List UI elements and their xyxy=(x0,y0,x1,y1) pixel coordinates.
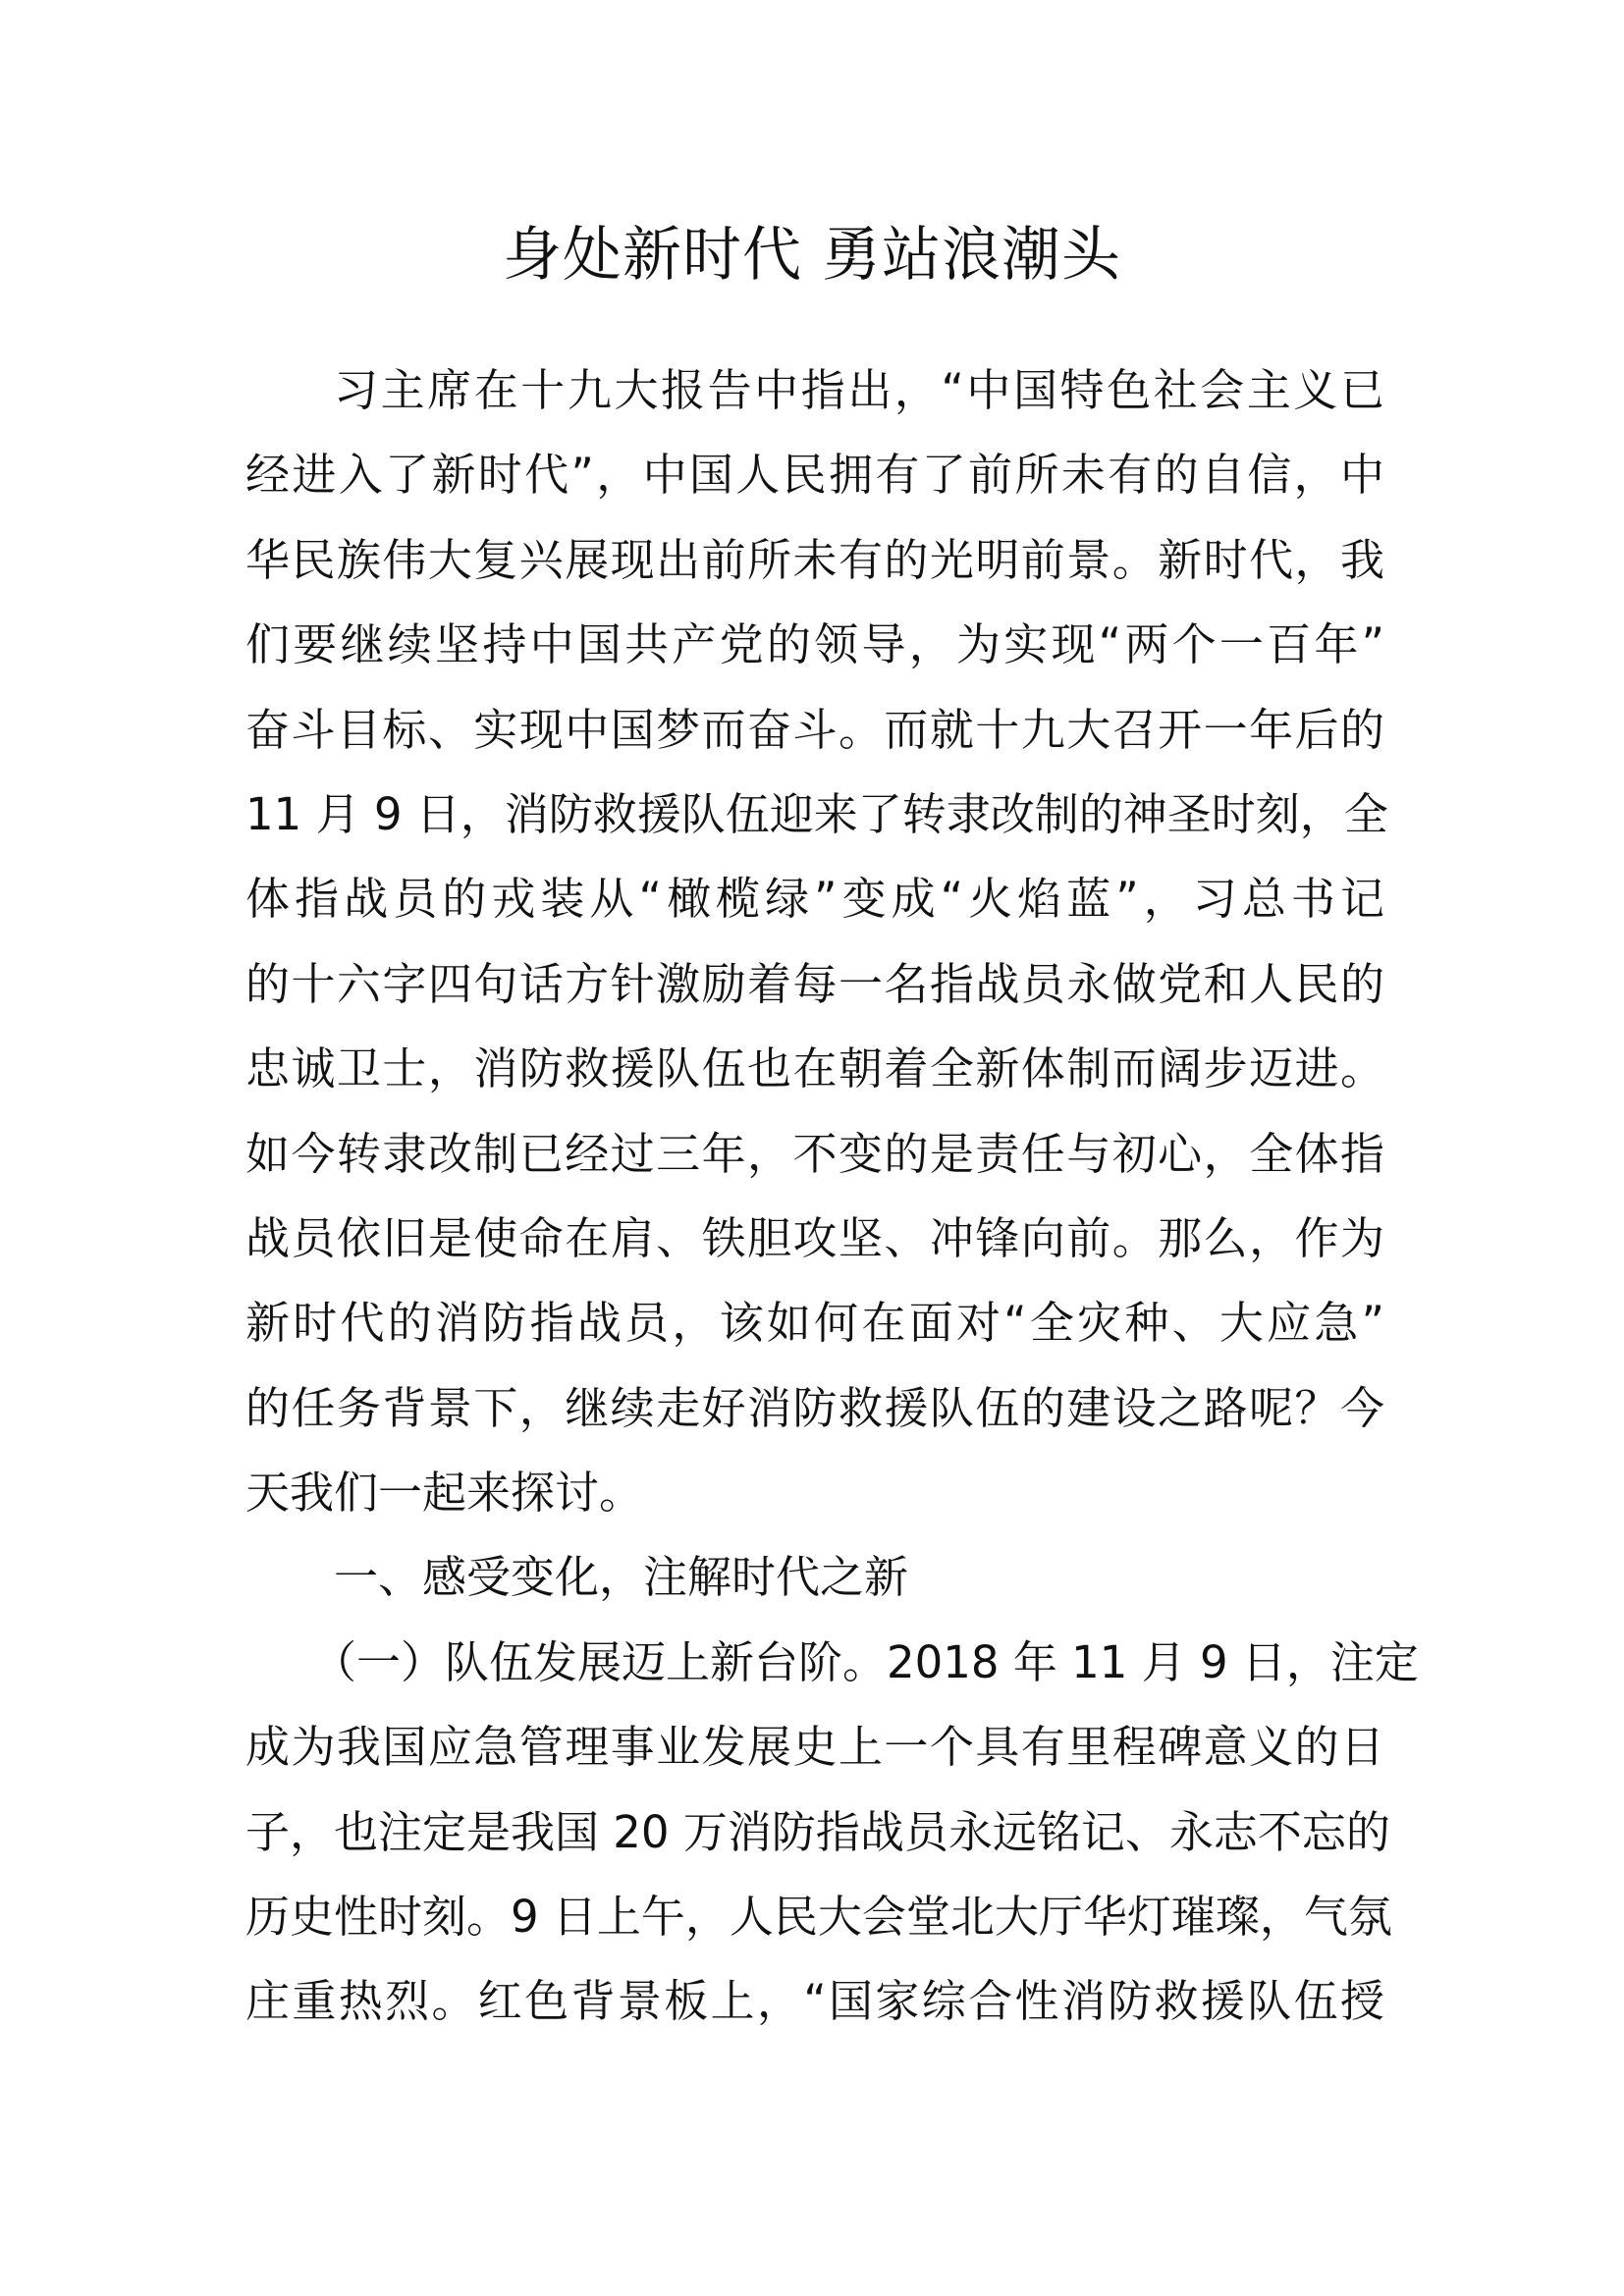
body-line: 奋斗目标、实现中国梦而奋斗。而就十九大召开一年后的 xyxy=(245,703,1384,756)
body-line: 经进入了新时代”，中国人民拥有了前所未有的自信，中 xyxy=(245,449,1384,502)
document-body xyxy=(245,348,1419,2045)
subsection-line: （一）队伍发展迈上新台阶。2018 年 11 月 9 日，注定 xyxy=(312,1635,1419,1688)
document-title: 身处新时代 勇站浪潮头 xyxy=(502,221,1122,290)
body-line: 习主席在十九大报告中指出，“中国特色社会主义已 xyxy=(334,364,1384,416)
body-line: 的十六字四句话方针激励着每一名指战员永做党和人民的 xyxy=(245,957,1384,1010)
body-line: 们要继续坚持中国共产党的领导，为实现“两个一百年” xyxy=(245,618,1384,671)
body-line: 历史性时刻。9 日上午，人民大会堂北大厅华灯璀璨，气氛 xyxy=(245,1891,1392,1944)
body-line: 如今转隶改制已经过三年，不变的是责任与初心，全体指 xyxy=(245,1127,1384,1180)
body-line: 的任务背景下，继续走好消防救援队伍的建设之路呢？今 xyxy=(245,1381,1384,1434)
body-line: 忠诚卫士，消防救援队伍也在朝着全新体制而阔步迈进。 xyxy=(245,1042,1384,1095)
body-line: 11 月 9 日，消防救援队伍迎来了转隶改制的神圣时刻，全 xyxy=(245,787,1388,840)
section-heading: 一、感受变化，注解时代之新 xyxy=(334,1551,909,1604)
body-line: 体指战员的戎装从“橄榄绿”变成“火焰蓝”，习总书记 xyxy=(245,873,1384,926)
body-line: 战员依旧是使命在肩、铁胆攻坚、冲锋向前。那么，作为 xyxy=(245,1211,1384,1264)
body-line: 子，也注定是我国 20 万消防指战员永远铭记、永志不忘的 xyxy=(245,1805,1390,1858)
body-line: 华民族伟大复兴展现出前所未有的光明前景。新时代，我 xyxy=(245,533,1384,586)
body-line: 天我们一起来探讨。 xyxy=(245,1467,644,1520)
body-line: 新时代的消防指战员，该如何在面对“全灾种、大应急” xyxy=(245,1297,1384,1350)
body-line: 成为我国应急管理事业发展史上一个具有里程碑意义的日 xyxy=(245,1721,1384,1774)
body-line: 庄重热烈。红色背景板上，“国家综合性消防救援队伍授 xyxy=(245,1975,1384,2028)
